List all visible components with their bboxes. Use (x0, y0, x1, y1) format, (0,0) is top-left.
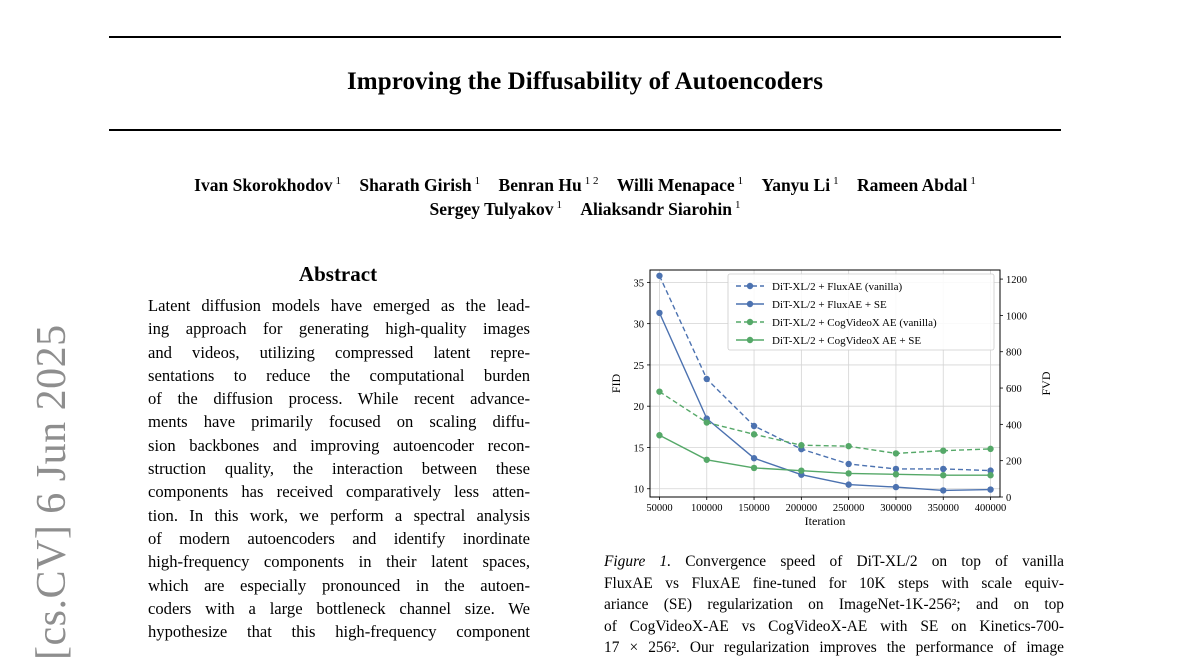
x-tick-label: 100000 (691, 503, 723, 514)
data-point (656, 432, 662, 438)
abstract-line: Latent diffusion models have emerged as the lead- (148, 296, 530, 315)
caption-line: Figure 1. Convergence speed of DiT-XL/2 on top of vanilla (604, 553, 1064, 570)
author: Ivan Skorokhodov $^1$ (194, 175, 341, 195)
top-rule (109, 36, 1061, 38)
legend-label: DiT-XL/2 + FluxAE (vanilla) (772, 281, 903, 293)
data-point (893, 471, 899, 477)
abstract-line: of the diffusion process. While recent advance- (148, 389, 530, 409)
data-point (940, 447, 946, 453)
data-point (656, 388, 662, 394)
caption-line: FluxAE vs FluxAE fine-tuned for 10K steps with scale equiv- (604, 574, 1064, 592)
data-point (656, 273, 662, 279)
data-point (751, 465, 757, 471)
data-point (845, 481, 851, 487)
data-point (798, 442, 804, 448)
x-tick-label: 250000 (832, 503, 865, 514)
data-point (704, 457, 710, 463)
x-axis-label: Iteration (804, 514, 846, 528)
data-point (987, 446, 993, 452)
abstract-line: of modern autoencoders and identify inordinate (148, 528, 530, 548)
legend-swatch-marker (747, 337, 753, 343)
y2-tick-label: 600 (1006, 384, 1022, 396)
abstract-line: which are especially pronounced in the autoen- (148, 575, 530, 595)
caption-label: Figure 1. (604, 553, 672, 570)
data-point (751, 423, 757, 429)
author-list (0, 173, 1170, 221)
x-tick-label: 350000 (927, 503, 959, 514)
author: Aliaksandr Siarohin $^1$ (580, 199, 741, 219)
abstract-line: struction quality, the interaction between these (148, 459, 530, 479)
abstract-heading: Abstract (298, 262, 378, 286)
legend-label: DiT-XL/2 + FluxAE + SE (772, 299, 887, 311)
data-point (893, 484, 899, 490)
abstract-line: and videos, utilizing compressed latent repre- (148, 342, 530, 362)
y-axis-label: FID (609, 373, 623, 394)
author: Sergey Tulyakov $^1$ (429, 199, 563, 219)
data-point (845, 443, 851, 449)
abstract-line: sion backbones and improving autoencoder recon- (148, 435, 530, 455)
bottom-rule (109, 129, 1061, 131)
y2-tick-label: 200 (1006, 456, 1022, 468)
author: Sharath Girish $^1$ (359, 175, 481, 195)
y2-tick-label: 800 (1006, 347, 1022, 359)
x-tick-label: 300000 (880, 503, 912, 514)
abstract-line: components has received comparatively less atten- (148, 482, 530, 502)
data-point (845, 461, 851, 467)
y-tick-label: 20 (633, 402, 644, 414)
data-point (940, 487, 946, 493)
y2-axis-label: FVD (1039, 371, 1053, 396)
legend-label: DiT-XL/2 + CogVideoX AE (vanilla) (772, 317, 937, 329)
data-point (987, 472, 993, 478)
abstract-line: ments have primarily focused on scaling diffu- (148, 412, 530, 432)
author: Yanyu Li $^1$ (761, 175, 839, 195)
y-tick-label: 30 (633, 319, 644, 331)
abstract-line: tion. In this work, we perform a spectral analysis (148, 505, 530, 525)
x-tick-label: 50000 (646, 503, 673, 514)
abstract-line: ing approach for generating high-quality images (148, 319, 530, 339)
abstract-line: hypothesize that this high-frequency component (148, 622, 530, 642)
convergence-chart (600, 262, 1060, 537)
data-point (751, 431, 757, 437)
caption-line: 17 × 256². Our regularization improves the performance of image (604, 639, 1064, 657)
data-point (656, 310, 662, 316)
legend-swatch-marker (747, 301, 753, 307)
legend-swatch-marker (747, 319, 753, 325)
x-tick-label: 400000 (974, 503, 1007, 514)
data-point (940, 472, 946, 478)
author-line-2 (0, 197, 1170, 221)
author: Rameen Abdal $^1$ (856, 175, 976, 195)
data-point (987, 486, 993, 492)
data-point (940, 466, 946, 472)
y2-tick-label: 1000 (1006, 311, 1027, 323)
legend-swatch-marker (747, 283, 753, 289)
data-point (704, 419, 710, 425)
y2-tick-label: 0 (1006, 493, 1012, 504)
y2-tick-label: 1200 (1006, 275, 1027, 287)
abstract-line: coders with a large bottleneck channel size. We (148, 598, 530, 618)
data-point (798, 467, 804, 473)
y-tick-label: 15 (633, 443, 644, 455)
data-point (704, 376, 710, 382)
author: Willi Menapace $^1$ (616, 175, 744, 195)
y-tick-label: 25 (633, 360, 644, 372)
caption-line: ariance (SE) regularization on ImageNet-1K-256²; and on top (604, 596, 1064, 614)
data-point (751, 455, 757, 461)
abstract-body (148, 294, 530, 643)
arxiv-sidebar-stamp: [cs.CV] 6 Jun 2025 (29, 324, 75, 660)
y-tick-label: 35 (633, 278, 644, 290)
legend-label: DiT-XL/2 + CogVideoX AE + SE (772, 335, 922, 347)
abstract-line: high-frequency components in their latent spaces, (148, 552, 530, 572)
y-tick-label: 10 (633, 484, 644, 496)
x-tick-label: 200000 (785, 503, 818, 514)
author: Benran Hu $^{1 2}$ (498, 175, 599, 195)
paper-title: Improving the Diffusability of Autoencoders (346, 68, 824, 95)
data-point (845, 470, 851, 476)
caption-line: of CogVideoX-AE vs CogVideoX-AE with SE on Kinetics-700- (604, 617, 1064, 635)
figure-caption (604, 551, 1064, 659)
author-line-1 (0, 173, 1170, 197)
x-tick-label: 150000 (738, 503, 770, 514)
abstract-line: sentations to reduce the computational burden (148, 365, 530, 385)
y2-tick-label: 400 (1006, 420, 1022, 432)
data-point (893, 450, 899, 456)
